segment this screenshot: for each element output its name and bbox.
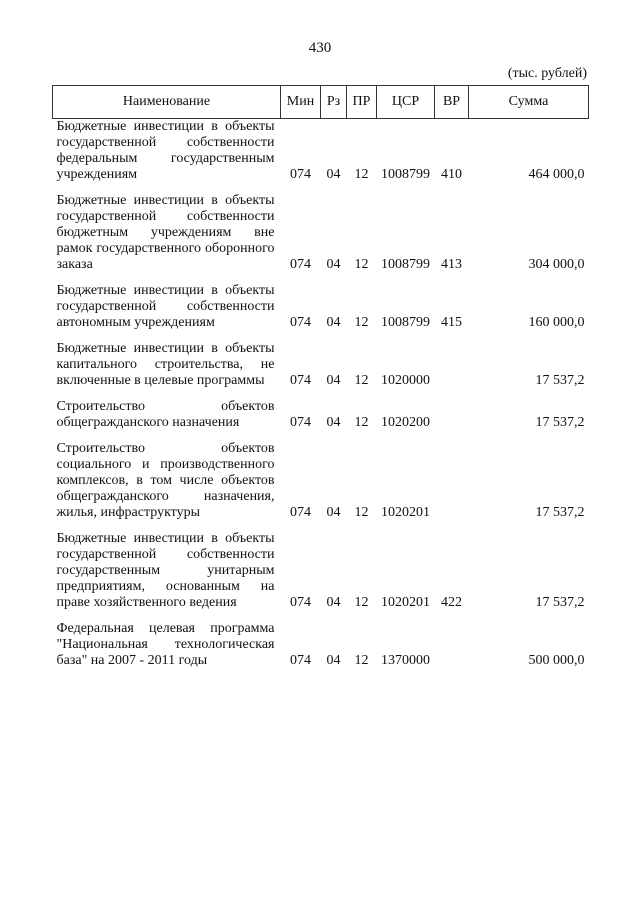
- row-sum: 17 537,2: [535, 373, 585, 388]
- row-sum: 17 537,2: [535, 505, 585, 520]
- row-min: 074: [290, 505, 311, 520]
- budget-table: [52, 85, 589, 679]
- table-row: [53, 341, 589, 399]
- row-rz: 04: [326, 373, 341, 388]
- header-pr: ПР: [347, 86, 377, 119]
- row-pr: 12: [354, 167, 369, 182]
- row-pr: 12: [354, 415, 369, 430]
- row-rz: 04: [326, 415, 341, 430]
- row-vr: 413: [441, 257, 462, 272]
- table-row: [53, 531, 589, 621]
- header-sum: Сумма: [469, 86, 589, 119]
- row-csr: 1008799: [381, 257, 430, 272]
- row-vr: [435, 621, 469, 679]
- row-rz: 04: [326, 167, 341, 182]
- row-pr: 12: [354, 373, 369, 388]
- row-vr: [435, 441, 469, 531]
- table-row: [53, 441, 589, 531]
- header-rz: Рз: [321, 86, 347, 119]
- row-name: Бюджетные инвестиции в объекты государственной собственности государственным унитарным предприятиям, основанным на праве хозяйственного ведения: [56, 531, 275, 610]
- table-header: [53, 86, 589, 119]
- units-label: (тыс. рублей): [507, 66, 587, 81]
- row-csr: 1020200: [381, 415, 430, 430]
- row-sum: 500 000,0: [528, 653, 585, 668]
- row-min: 074: [290, 257, 311, 272]
- row-csr: 1020201: [381, 595, 430, 610]
- row-name: Бюджетные инвестиции в объекты государственной собственности автономным учреждениям: [56, 283, 275, 330]
- row-sum: 17 537,2: [535, 415, 585, 430]
- row-min: 074: [290, 653, 311, 668]
- row-pr: 12: [354, 595, 369, 610]
- row-csr: 1020000: [381, 373, 430, 388]
- row-rz: 04: [326, 653, 341, 668]
- row-name: Бюджетные инвестиции в объекты государственной собственности бюджетным учреждениям вне рамок государственного оборонного заказа: [56, 193, 275, 272]
- table-row: [53, 283, 589, 341]
- row-sum: 17 537,2: [535, 595, 585, 610]
- row-name: Строительство объектов социального и производственного комплексов, в том числе объектов общегражданского назначения, жилья, инфраструктуры: [56, 441, 275, 520]
- row-sum: 464 000,0: [528, 167, 585, 182]
- row-pr: 12: [354, 653, 369, 668]
- page-number: 430: [308, 40, 332, 56]
- row-pr: 12: [354, 257, 369, 272]
- table-row: [53, 193, 589, 283]
- row-name: Строительство объектов общегражданского назначения: [56, 399, 275, 430]
- header-name: Наименование: [53, 86, 281, 119]
- row-csr: 1008799: [381, 315, 430, 330]
- row-csr: 1020201: [381, 505, 430, 520]
- row-csr: 1008799: [381, 167, 430, 182]
- row-vr: 410: [441, 167, 462, 182]
- row-vr: [435, 399, 469, 441]
- header-csr: ЦСР: [377, 86, 435, 119]
- row-vr: 415: [441, 315, 462, 330]
- row-name: Федеральная целевая программа "Национальная технологическая база" на 2007 - 2011 годы: [56, 621, 275, 668]
- row-rz: 04: [326, 595, 341, 610]
- row-sum: 304 000,0: [528, 257, 585, 272]
- row-min: 074: [290, 415, 311, 430]
- row-sum: 160 000,0: [528, 315, 585, 330]
- row-vr: 422: [441, 595, 462, 610]
- row-pr: 12: [354, 315, 369, 330]
- table-row: [53, 399, 589, 441]
- row-rz: 04: [326, 505, 341, 520]
- row-min: 074: [290, 315, 311, 330]
- row-name: Бюджетные инвестиции в объекты государственной собственности федеральным государственным учреждениям: [56, 119, 275, 182]
- row-csr: 1370000: [381, 653, 430, 668]
- row-rz: 04: [326, 257, 341, 272]
- row-min: 074: [290, 373, 311, 388]
- header-vr: ВР: [435, 86, 469, 119]
- row-name: Бюджетные инвестиции в объекты капитального строительства, не включенные в целевые программы: [56, 341, 275, 388]
- row-pr: 12: [354, 505, 369, 520]
- table-row: [53, 621, 589, 679]
- table-row: [53, 119, 589, 194]
- row-rz: 04: [326, 315, 341, 330]
- header-min: Мин: [281, 86, 321, 119]
- row-min: 074: [290, 167, 311, 182]
- row-min: 074: [290, 595, 311, 610]
- row-vr: [435, 341, 469, 399]
